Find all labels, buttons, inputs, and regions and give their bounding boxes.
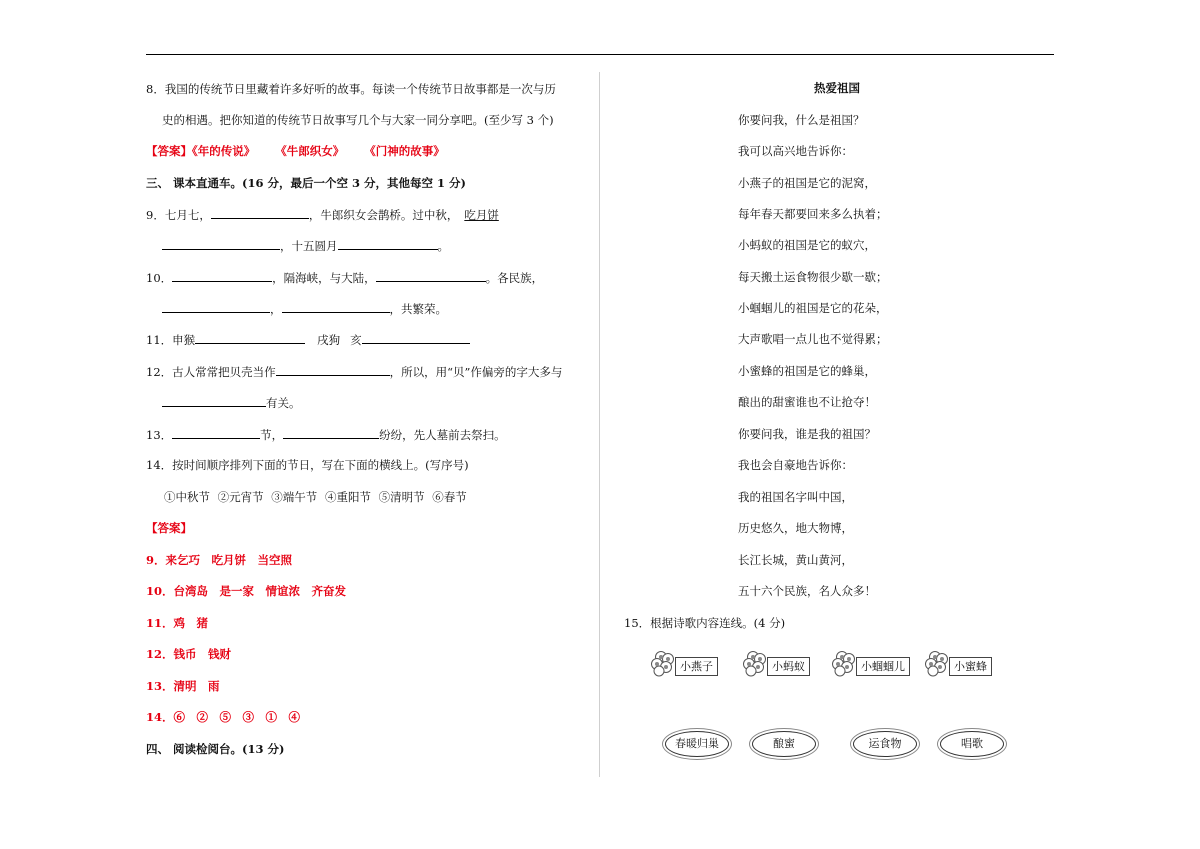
action-oval[interactable]: 酿蜜 bbox=[752, 731, 816, 757]
action-oval[interactable]: 唱歌 bbox=[940, 731, 1004, 757]
poem-line: 我也会自豪地告诉你： bbox=[738, 458, 853, 472]
fill-blank[interactable] bbox=[172, 269, 272, 282]
poem-line: 大声歌唱一点儿也不觉得累； bbox=[738, 332, 888, 346]
poem-line: 小燕子的祖国是它的泥窝， bbox=[738, 176, 876, 190]
answer8-item: 《年的传说》 bbox=[192, 144, 256, 158]
fill-blank[interactable] bbox=[162, 300, 270, 313]
animal-label: 小燕子 bbox=[675, 657, 718, 676]
poem-line: 小蚂蚁的祖国是它的蚁穴， bbox=[738, 238, 876, 252]
fill-blank[interactable] bbox=[211, 206, 309, 219]
poem-line: 每天搬土运食物很少歇一歇； bbox=[738, 270, 888, 284]
poem-line: 小蝈蝈儿的祖国是它的花朵， bbox=[738, 301, 888, 315]
poem-line: 五十六个民族，名人众多！ bbox=[738, 584, 876, 598]
poem-line: 历史悠久，地大物博， bbox=[738, 521, 853, 535]
fill-blank[interactable] bbox=[362, 331, 470, 344]
answer8-item: 《门神的故事》 bbox=[364, 144, 445, 158]
poem-line: 每年春天都要回来多么执着； bbox=[738, 207, 888, 221]
q10-line1: 10． ，隔海峡，与大陆， 。各民族， bbox=[146, 271, 544, 285]
column-divider bbox=[599, 72, 600, 777]
q11: 11．申猴 戌狗 亥 bbox=[146, 331, 470, 348]
q8-line2: 史的相遇。把你知道的传统节日故事写几个与大家一同分享吧。(至少写 3 个) bbox=[162, 113, 554, 127]
answers-label: 【答案】 bbox=[146, 521, 192, 535]
fill-blank[interactable] bbox=[376, 269, 486, 282]
q12-line1: 12．古人常常把贝壳当作 ，所以，用“贝”作偏旁的字大多与 bbox=[146, 365, 563, 379]
fill-blank[interactable] bbox=[172, 426, 260, 439]
q12-line2: 有关。 bbox=[162, 394, 301, 411]
answer-11: 11．鸡 猪 bbox=[146, 616, 209, 630]
q14-options: ①中秋节 ②元宵节 ③端午节 ④重阳节 ⑤清明节 ⑥春节 bbox=[164, 490, 467, 504]
section-4-heading: 四、 阅读检阅台。(13 分) bbox=[146, 742, 285, 756]
answer-10: 10．台湾岛 是一家 情谊浓 齐奋发 bbox=[146, 584, 347, 598]
poem-line: 长江长城，黄山黄河， bbox=[738, 553, 853, 567]
action-oval[interactable]: 春暖归巢 bbox=[665, 731, 729, 757]
fill-blank[interactable] bbox=[162, 394, 266, 407]
answer-9: 9．来乞巧 吃月饼 当空照 bbox=[146, 553, 293, 567]
header-rule bbox=[146, 54, 1054, 55]
poem-line: 酿出的甜蜜谁也不让抢夺！ bbox=[738, 395, 876, 409]
q13: 13． 节， 纷纷，先人墓前去祭扫。 bbox=[146, 428, 506, 442]
q9-line2: ，十五圆月 。 bbox=[162, 237, 449, 254]
action-oval[interactable]: 运食物 bbox=[853, 731, 917, 757]
fill-blank[interactable] bbox=[283, 426, 379, 439]
answer-13: 13．清明 雨 bbox=[146, 679, 220, 693]
answer8-item: 《牛郎织女》 bbox=[275, 144, 345, 158]
q8-line1: 8．我国的传统节日里藏着许多好听的故事。每读一个传统节日故事都是一次与历 bbox=[146, 82, 556, 96]
section-3-heading: 三、 课本直通车。(16 分，最后一个空 3 分，其他每空 1 分) bbox=[146, 176, 466, 190]
answer8 bbox=[146, 143, 445, 159]
poem-line: 你要问我，什么是祖国？ bbox=[738, 113, 865, 127]
fill-blank[interactable] bbox=[276, 363, 390, 376]
q14-text: 14．按时间顺序排列下面的节日，写在下面的横线上。(写序号) bbox=[146, 458, 469, 472]
poem-line: 我的祖国名字叫中国， bbox=[738, 490, 853, 504]
fill-blank[interactable] bbox=[162, 237, 280, 250]
fill-blank[interactable] bbox=[195, 331, 305, 344]
animal-label: 小蚂蚁 bbox=[767, 657, 810, 676]
animal-label: 小蝈蝈儿 bbox=[856, 657, 910, 676]
answer-12: 12．钱币 钱财 bbox=[146, 647, 232, 661]
poem-title: 热爱祖国 bbox=[814, 81, 860, 95]
q9-line1: 9．七月七， ，牛郎织女会鹊桥。过中秋， 吃月饼 bbox=[146, 208, 499, 222]
fill-blank[interactable] bbox=[282, 300, 390, 313]
answer-label: 【答案】 bbox=[146, 144, 192, 158]
q15-text: 15．根据诗歌内容连线。(4 分) bbox=[624, 616, 786, 630]
answer-14: 14．⑥ ② ⑤ ③ ① ④ bbox=[146, 710, 301, 724]
filled-answer: 吃月饼 bbox=[464, 208, 499, 222]
poem-line: 小蜜蜂的祖国是它的蜂巢， bbox=[738, 364, 876, 378]
q10-line2: ， ，共繁荣。 bbox=[162, 300, 447, 317]
poem-line: 你要问我，谁是我的祖国？ bbox=[738, 427, 876, 441]
poem-line: 我可以高兴地告诉你： bbox=[738, 144, 853, 158]
fill-blank[interactable] bbox=[338, 237, 438, 250]
animal-label: 小蜜蜂 bbox=[949, 657, 992, 676]
